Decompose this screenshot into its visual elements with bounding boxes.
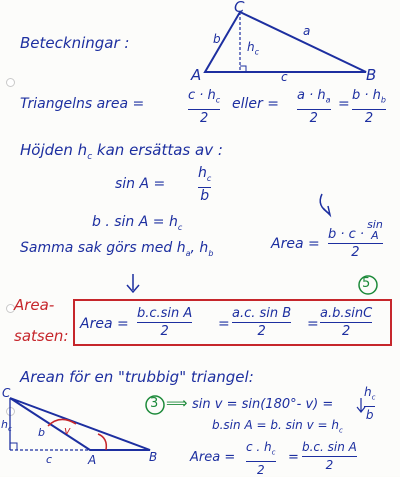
- side-c-label: c: [281, 70, 288, 84]
- vertex-b: B: [366, 66, 377, 84]
- area-right-lhs: Area =: [271, 236, 320, 252]
- obtuse-title: Arean för en "trubbig" triangel:: [20, 368, 254, 386]
- angle-v-arc: [98, 434, 106, 450]
- circle-five-label: 5: [362, 276, 371, 291]
- area-label: Triangelns area =: [20, 96, 145, 112]
- height-label: $h_c$: [247, 40, 260, 57]
- equals: =: [338, 96, 350, 112]
- fraction-ab-sinC: a.b.sinC 2: [320, 306, 373, 339]
- fraction-hc-b: $h_c$ b: [198, 165, 212, 204]
- fig-vertex-b: B: [149, 450, 158, 464]
- right-angle-mark-2: [10, 443, 17, 450]
- or-text: eller =: [232, 96, 279, 112]
- areasatsen-label-b: satsen:: [14, 327, 69, 345]
- fraction-bh-2: $b \cdot h_b$ 2: [352, 88, 386, 126]
- obtuse-sin-line: sin v = sin(180°- v) =: [192, 397, 334, 412]
- fig-vertex-a: A: [88, 453, 97, 467]
- vertex-c: C: [234, 0, 245, 16]
- same-line: Samma sak görs med $h_a$, $h_b$: [20, 240, 214, 258]
- fraction-bc-sinA: b · c · sin A 2: [328, 218, 383, 260]
- fraction-chc-2: c . $h_c$ 2: [246, 440, 276, 477]
- fig-vertex-c: C: [2, 386, 11, 400]
- heading: Beteckningar :: [20, 34, 130, 52]
- obtuse-triangle: [10, 398, 150, 450]
- fraction-hc-b-2: $h_c$ b: [364, 385, 376, 423]
- areasatsen-lhs: Area =: [80, 316, 129, 332]
- fig-angle-v: v: [64, 424, 71, 437]
- equals-2: =: [307, 316, 319, 332]
- fraction-bc-sinA-2: b.c.sin A 2: [137, 306, 193, 339]
- bsin-line: b . $\sin A = h_c$: [92, 214, 183, 232]
- obtuse-area-lhs: Area =: [190, 450, 236, 465]
- obtuse-bsin-line: b.sin A = b. $\sin v = h_c$: [212, 418, 343, 435]
- fig-height-label: $h_c$: [1, 418, 12, 434]
- fig-side-c: c: [46, 453, 53, 466]
- areasatsen-label-a: Area-: [14, 296, 55, 314]
- obtuse-area-eq: =: [288, 450, 299, 465]
- sin-a-lhs: sin A =: [115, 176, 166, 192]
- fraction-ch-2: $c \cdot h_c$ 2: [188, 88, 221, 126]
- triangle-abc: [205, 12, 366, 72]
- fig-side-b: b: [38, 426, 45, 439]
- vertex-a: A: [191, 66, 202, 84]
- fraction-bc-sinA-3: b.c. sin A 2: [302, 440, 357, 472]
- equals-1: =: [218, 316, 230, 332]
- side-b-label: b: [213, 32, 221, 46]
- circle-three-label: 3: [150, 396, 159, 411]
- fraction-ac-sinB: a.c. sin B 2: [232, 306, 292, 339]
- fraction-ah-2: $a \cdot h_a$ 2: [297, 88, 331, 126]
- down-arrow-icon: [127, 274, 139, 292]
- implies-arrow-icon: ⟹: [166, 394, 188, 412]
- side-a-label: a: [303, 24, 311, 38]
- replace-text: Höjden $h_c$ kan ersättas av :: [20, 141, 223, 162]
